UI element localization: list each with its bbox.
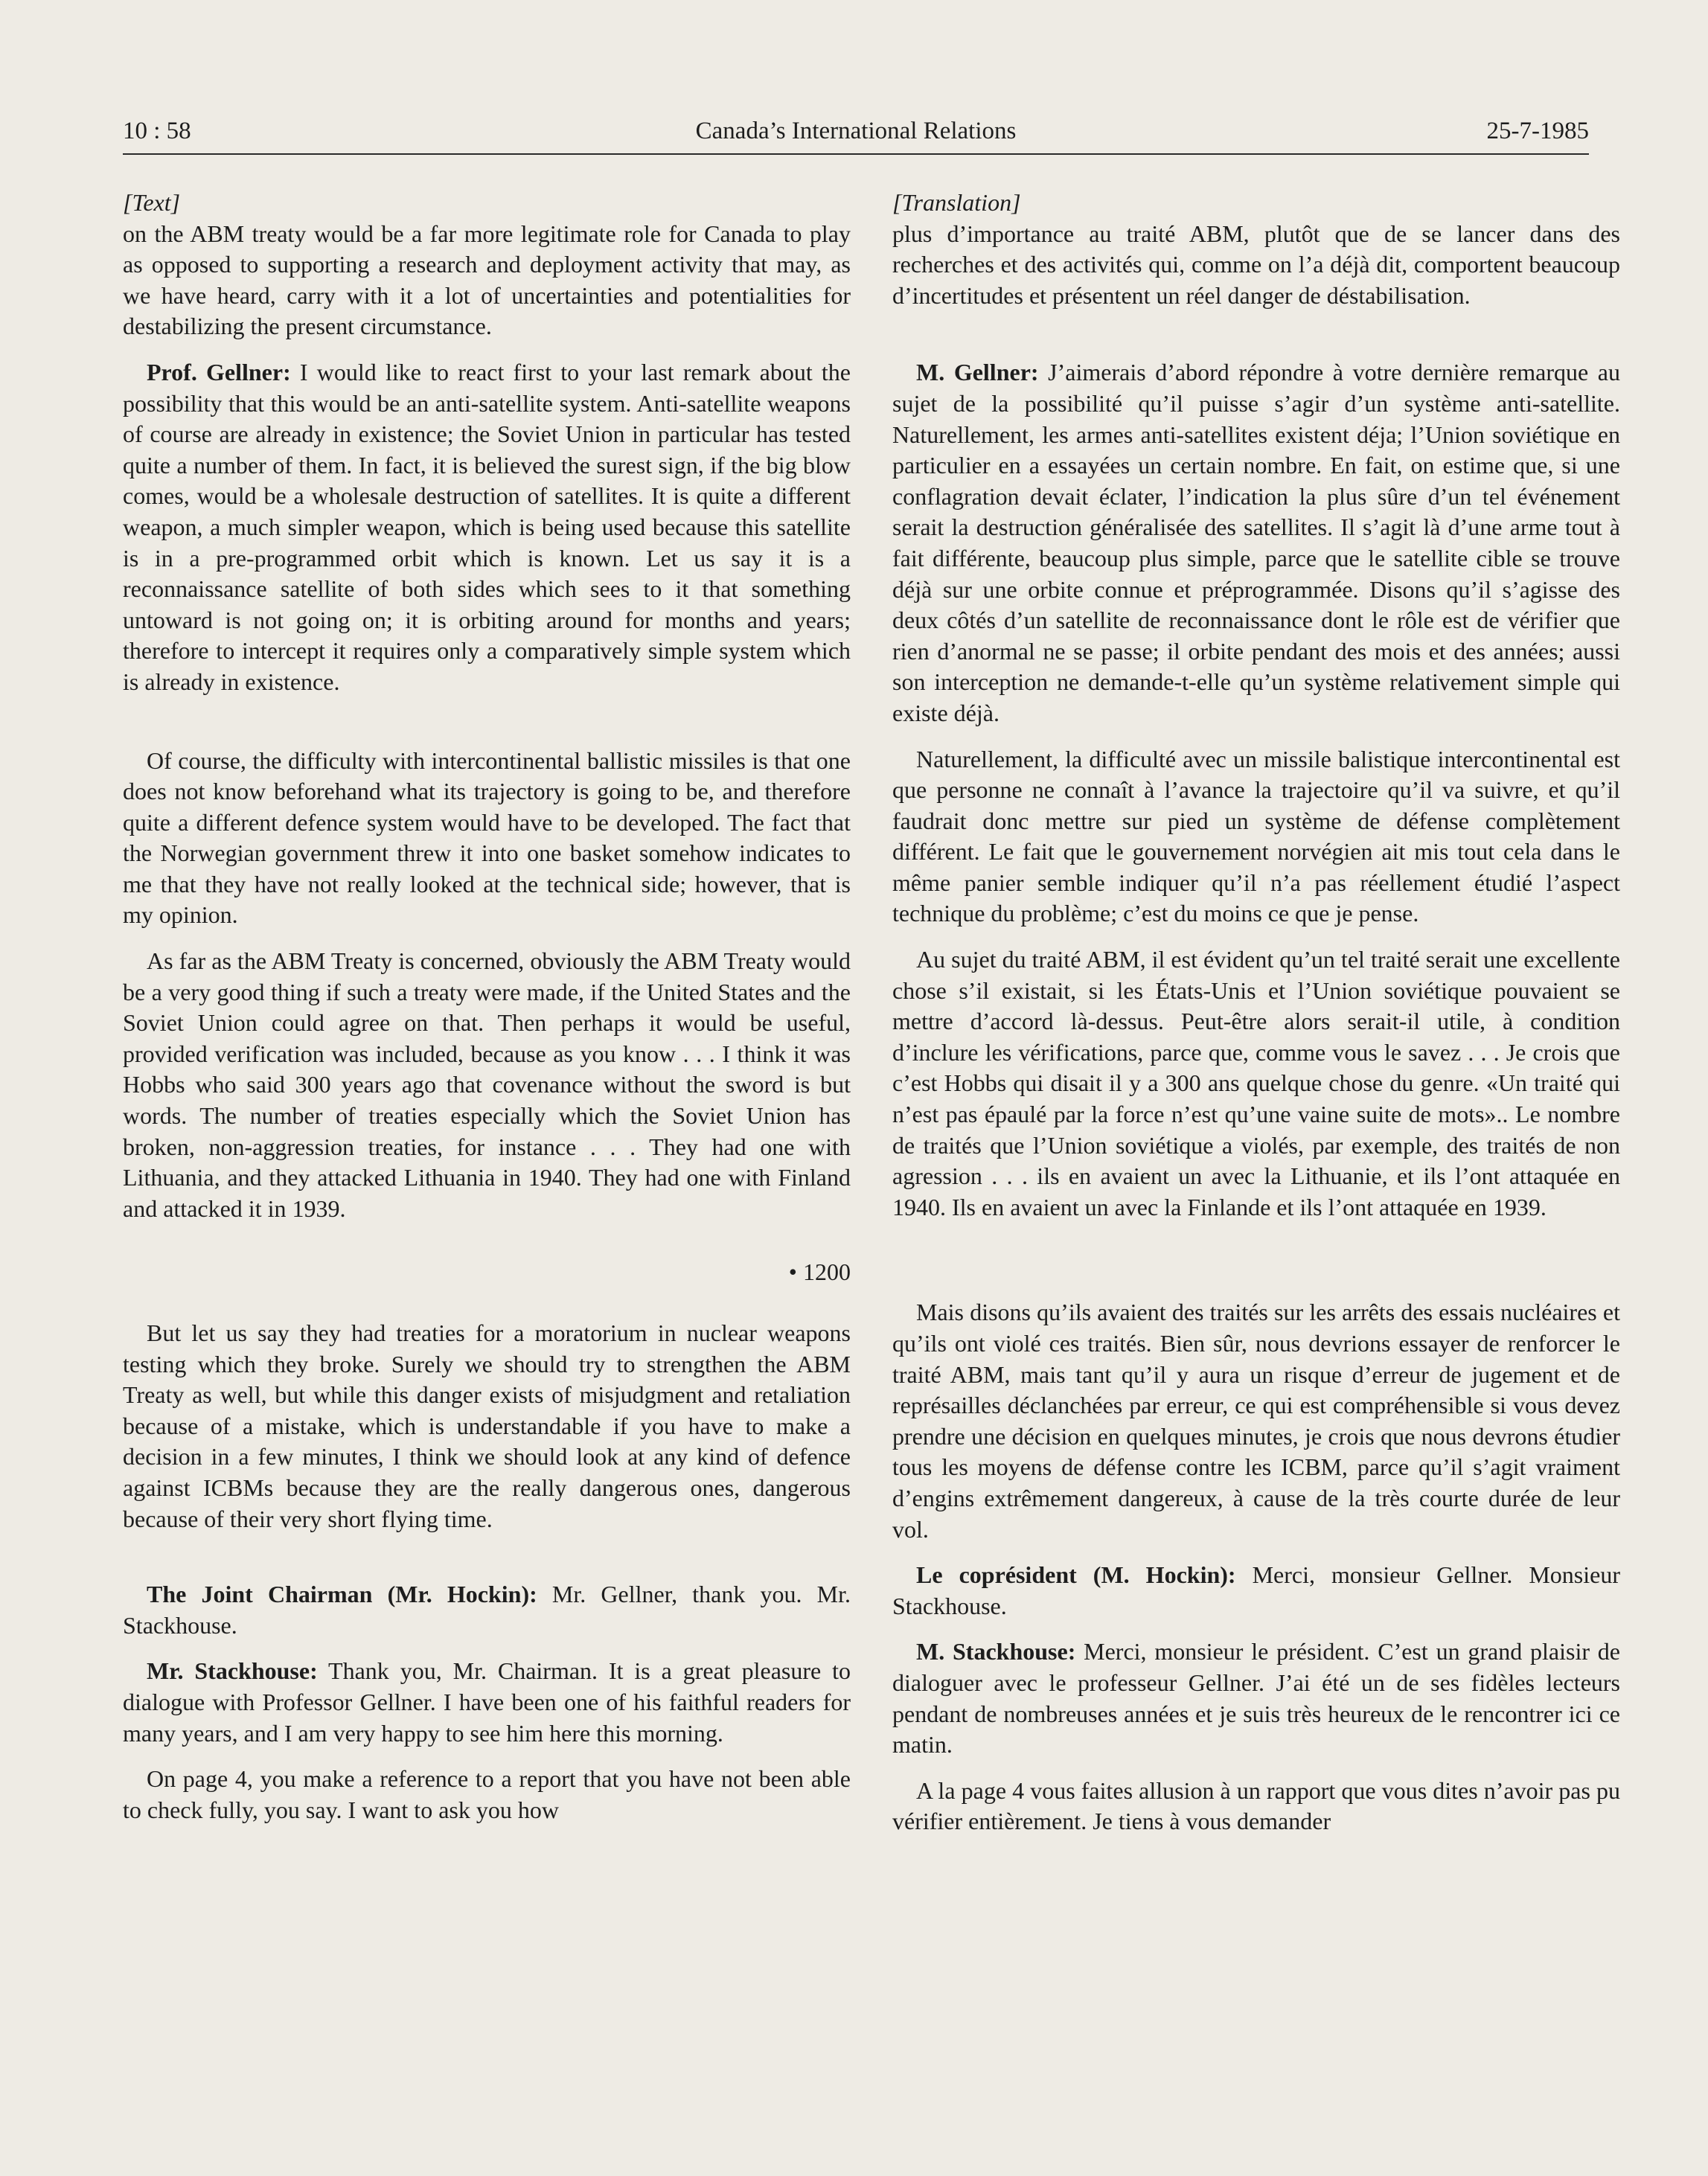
speaker-name: Le coprésident (M. Hockin):	[916, 1561, 1236, 1589]
paragraph: Au sujet du traité ABM, il est évident qu’un tel traité serait une excellente chose s’il existait, si les États-Unis et l’Union soviétique pouvaient se mettre d’accord là-dessus. Peut-être alors serait-il utile, à condition d’inclure les vérifications, parce que, comme vous le savez . . . Je crois que c’est Hobbs qui disait il y a 300 ans quelque chose du genre. «Un traité qui n’est pas épaulé par la force n’est qu’une vaine suite de mots».. Le nombre de traités que l’Union soviétique a violés, par exemple, des traités de non agression . . . ils en avaient un avec la Lithuanie, et ils l’ont attaquée en 1940. Ils en avaient un avec la Finlande et ils l’ont attaquée en 1939.	[892, 946, 1620, 1220]
paragraph: A la page 4 vous faites allusion à un rapport que vous dites n’avoir pas pu vérifier entièrement. Je tiens à vous demander	[892, 1776, 1620, 1835]
paragraph: As far as the ABM Treaty is concerned, obviously the ABM Treaty would be a very good thing if such a treaty were made, if the United States and the Soviet Union could agree on that. Then perhaps it would be useful, provided verification was included, because as you know . . . I think it was Hobbs who said 300 years ago that covenance without the sword is but words. The number of treaties especially which the Soviet Union has broken, non-aggression treaties, for instance . . . They had one with Lithuania, and they attacked Lithuania in 1940. They had one with Finland and attacked it in 1939.	[123, 947, 851, 1222]
paragraph: M. Stackhouse: Merci, monsieur le président. C’est un grand plaisir de dialoguer avec le professeur Gellner. J’ai été un de ses fidèles lecteurs pendant de nombreuses années et je suis très heureux de le rencontrer ici ce matin.	[892, 1638, 1621, 1759]
running-title: Canada’s International Relations	[695, 118, 1017, 144]
english-column	[123, 188, 851, 1825]
paragraph: But let us say they had treaties for a moratorium in nuclear weapons testing which they broke. Surely we should try to strengthen the ABM Treaty as well, but while this danger exists of misjudgment and retaliation because of a mistake, which is understandable if you have to make a decision in a few minutes, I think we should look at any kind of defence against ICBMs because they are the really dangerous ones, dangerous because of their very short flying time.	[123, 1319, 851, 1532]
paragraph: plus d’importance au traité ABM, plutôt que de se lancer dans des recherches et des activités qui, comme on l’a déjà dit, comportent beaucoup d’incertitudes et présentent un réel danger de déstabilisation.	[892, 220, 1620, 309]
paragraph: Mr. Stackhouse: Thank you, Mr. Chairman. It is a great pleasure to dialogue with Professor Gellner. I have been one of his faithful readers for many years, and I am very happy to see him here this morning.	[123, 1657, 851, 1747]
paragraph: Prof. Gellner: I would like to react first to your last remark about the possibility that this would be an anti-satellite system. Anti-satellite weapons of course are already in existence; the Soviet Union in particular has tested quite a number of them. In fact, it is believed the surest sign, if the big blow comes, would be a wholesale destruction of satellites. It is quite a different weapon, a much simpler weapon, which is being used because this satellite is in a pre-programmed orbit which is known. Let us say it is a reconnaissance satellite of both sides which sees to it that something untoward is not going on; it is orbiting around for months and years; therefore to intercept it requires only a comparatively simple system which is already in existence.	[123, 358, 851, 695]
column-label: [Translation]	[892, 189, 1021, 216]
paragraph: Of course, the difficulty with intercontinental ballistic missiles is that one does not know beforehand what its trajectory is going to be, and therefore quite a different defence system would have to be developed. The fact that the Norwegian government threw it into one basket somehow indicates to me that they have not really looked at the technical side; however, that is my opinion.	[123, 746, 851, 929]
paragraph: On page 4, you make a reference to a report that you have not been able to check fully, you say. I want to ask you how	[123, 1765, 851, 1823]
paragraph: on the ABM treaty would be a far more legitimate role for Canada to play as opposed to supporting a research and deployment activity that may, as we have heard, carry with it a lot of uncertainties and potentialities for destabilizing the present circumstance.	[123, 220, 851, 340]
speaker-name: The Joint Chairman (Mr. Hockin):	[147, 1581, 537, 1608]
french-column	[892, 188, 1620, 1837]
paragraph: The Joint Chairman (Mr. Hockin): Mr. Gellner, thank you. Mr. Stackhouse.	[123, 1581, 851, 1639]
sitting-date: 25-7-1985	[1486, 118, 1589, 144]
page-number: 10 : 58	[123, 118, 191, 144]
speaker-name: M. Stackhouse:	[916, 1638, 1076, 1665]
speaker-name: M. Gellner:	[916, 359, 1039, 386]
paragraph: Mais disons qu’ils avaient des traités sur les arrêts des essais nucléaires et qu’ils ont violé ces traités. Bien sûr, nous devrions essayer de renforcer le traité ABM, mais tant qu’il y aura un risque d’erreur de jugement et de représailles déclanchées par erreur, ce qui est compréhensible si vous devez prendre une décision en quelques minutes, je crois que nous devrons étudier tous les moyens de défense contre les ICBM, parce qu’il s’agit vraiment d’engins extrêmement dangereux, à cause de la très courte durée de leur vol.	[892, 1299, 1620, 1543]
paragraph: Le coprésident (M. Hockin): Merci, monsieur Gellner. Monsieur Stackhouse.	[892, 1561, 1621, 1619]
time-marker: • 1200	[788, 1258, 851, 1286]
column-label: [Text]	[123, 189, 181, 216]
paragraph: Naturellement, la difficulté avec un missile balistique intercontinental est que personne ne connaît à l’avance la trajectoire qu’il va suivre, et qu’il faudrait donc mettre sur pied un système de défense complètement différent. Le fait que le gouvernement norvégien ait mis tout cela dans le même panier semble indiquer qu’il n’a pas réellement étudié l’aspect technique du problème; c’est du moins ce que je pense.	[892, 745, 1620, 927]
paragraph: M. Gellner: J’aimerais d’abord répondre à votre dernière remarque au sujet de la possibilité qu’il puisse s’agir d’un système anti-satellite. Naturellement, les armes anti-satellites existent déja; l’Union soviétique en particulier en a essayées un certain nombre. En fait, on estime que, si une conflagration devait éclater, l’indication la plus sûre d’un tel événement serait la destruction généralisée des satellites. Il s’agit là d’une arme tout à fait différente, beaucoup plus simple, parce que le satellite cible se trouve déjà sur une orbite connue et préprogrammée. Disons qu’il s’agisse des deux côtés d’un satellite de reconnaissance dont le rôle est de vérifier que rien d’anormal ne se passe; il orbite pendant des mois et des années; aussi son interception ne demande-t-elle qu’un système relativement simple qui existe déjà.	[892, 359, 1621, 726]
speaker-name: Mr. Stackhouse:	[147, 1657, 318, 1685]
running-header	[123, 113, 1589, 155]
speaker-name: Prof. Gellner:	[147, 358, 291, 385]
